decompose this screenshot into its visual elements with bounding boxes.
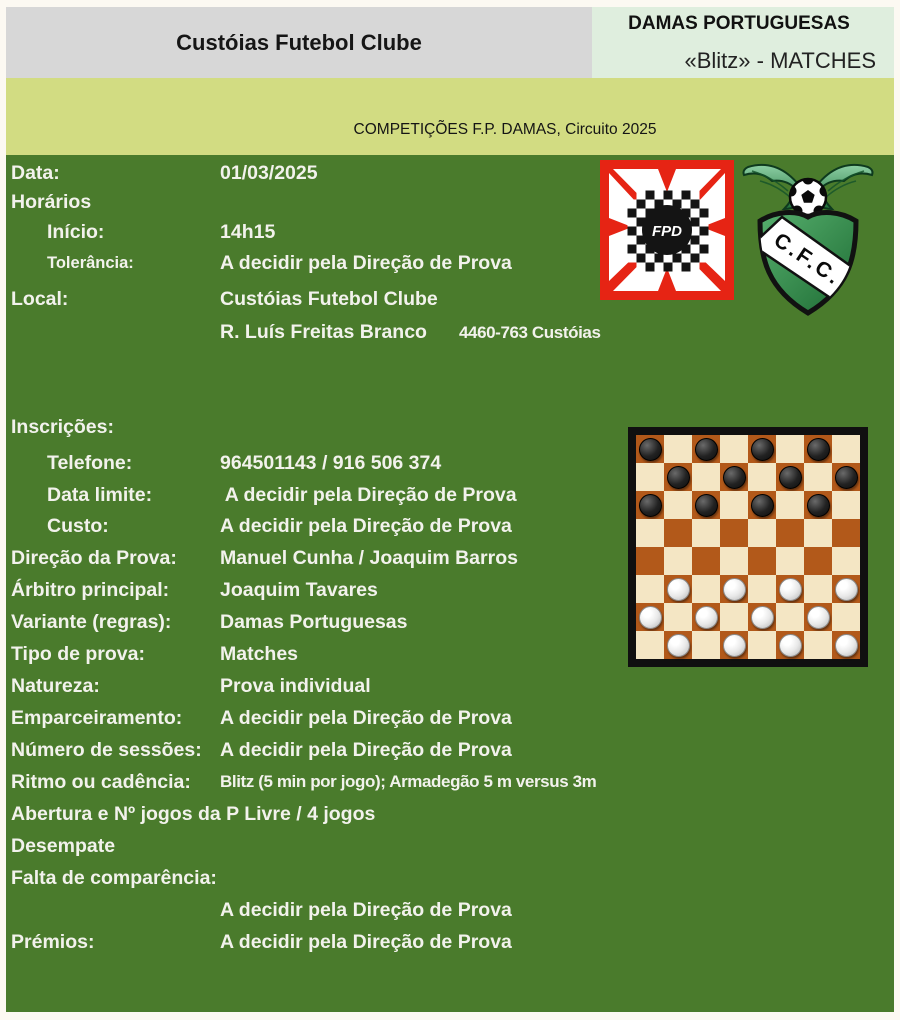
detail-label: Falta de comparência:: [11, 867, 217, 889]
detail-label: Direção da Prova:: [11, 547, 177, 569]
detail-label: Ritmo ou cadência:: [11, 771, 191, 793]
detail-label: Natureza:: [11, 675, 100, 697]
white-checker-piece: [779, 578, 802, 601]
detail-value-text: R. Luís Freitas Branco: [220, 321, 427, 343]
black-checker-piece: [751, 494, 774, 517]
cfc-club-crest: [738, 155, 878, 319]
board-square: [720, 519, 748, 547]
black-checker-piece: [807, 494, 830, 517]
detail-value-text: A decidir pela Direção de Prova: [220, 515, 512, 537]
detail-value: [220, 705, 646, 731]
detail-value-text: Blitz (5 min por jogo); Armadegão 5 m versus 3m: [220, 772, 597, 791]
detail-row: [6, 513, 646, 539]
board-square: [720, 491, 748, 519]
checkers-board: [628, 427, 868, 667]
board-square: [776, 463, 804, 491]
detail-row: [6, 929, 646, 955]
competition-band-text: COMPETIÇÕES F.P. DAMAS, Circuito 2025: [353, 121, 657, 138]
board-square: [804, 435, 832, 463]
detail-label: Desempate: [11, 835, 116, 857]
detail-label: Local:: [11, 288, 69, 310]
detail-value-text: Matches: [220, 643, 299, 665]
detail-value-text: Prova individual: [220, 675, 371, 697]
board-square: [664, 575, 692, 603]
board-square: [636, 631, 664, 659]
detail-value-text: A decidir pela Direção de Prova: [220, 707, 512, 729]
board-square: [692, 575, 720, 603]
board-square: [664, 603, 692, 631]
board-square: [776, 435, 804, 463]
board-square: [776, 603, 804, 631]
board-square: [832, 631, 860, 659]
details-panel: [6, 155, 894, 1012]
detail-value: [220, 545, 646, 571]
detail-row: [6, 641, 646, 667]
board-square: [748, 631, 776, 659]
event-subtitle: «Blitz» - MATCHES: [684, 48, 876, 73]
board-square: [664, 463, 692, 491]
cfc-crest-text: C.F.C.: [769, 228, 846, 291]
detail-value-text: A decidir pela Direção de Prova: [220, 252, 512, 274]
fpd-logo-icon: [600, 160, 734, 300]
detail-value: [220, 482, 646, 508]
cfc-crest-icon: [738, 155, 878, 319]
detail-label: Abertura e Nº jogos da P Livre / 4 jogos: [11, 803, 376, 825]
black-checker-piece: [639, 438, 662, 461]
detail-value: [220, 219, 646, 245]
black-checker-piece: [639, 494, 662, 517]
detail-value: [220, 737, 646, 763]
detail-row: [6, 577, 646, 603]
board-square: [804, 575, 832, 603]
detail-label: Data limite:: [47, 484, 153, 506]
white-checker-piece: [695, 606, 718, 629]
black-checker-piece: [807, 438, 830, 461]
detail-value-text: Damas Portuguesas: [220, 611, 408, 633]
board-square: [692, 603, 720, 631]
board-square: [692, 491, 720, 519]
detail-row: [6, 482, 646, 508]
black-checker-piece: [667, 466, 690, 489]
detail-row: [6, 673, 646, 699]
detail-value-text: Joaquim Tavares: [220, 579, 378, 601]
detail-row: [6, 865, 646, 891]
detail-value: [220, 609, 646, 635]
detail-label: Prémios:: [11, 931, 95, 953]
board-square: [804, 603, 832, 631]
detail-label: Inscrições:: [11, 416, 114, 438]
detail-value: [220, 673, 646, 699]
board-square: [832, 519, 860, 547]
board-square: [804, 491, 832, 519]
detail-row: [6, 250, 646, 276]
detail-value-text: 01/03/2025: [220, 162, 318, 184]
detail-label: Árbitro principal:: [11, 579, 170, 601]
detail-label: Número de sessões:: [11, 739, 202, 761]
board-square: [776, 547, 804, 575]
detail-row: [6, 833, 646, 859]
detail-label: Data:: [11, 162, 60, 184]
detail-row: [6, 450, 646, 476]
board-square: [832, 575, 860, 603]
detail-value: [220, 577, 646, 603]
detail-value-text: A decidir pela Direção de Prova: [220, 484, 517, 506]
board-square: [748, 603, 776, 631]
board-square: [804, 519, 832, 547]
board-square: [636, 463, 664, 491]
board-square: [832, 547, 860, 575]
board-square: [776, 491, 804, 519]
detail-label: Emparceiramento:: [11, 707, 183, 729]
board-square: [636, 547, 664, 575]
board-square: [804, 631, 832, 659]
board-square: [720, 631, 748, 659]
detail-row: [6, 160, 646, 186]
detail-row: [6, 219, 646, 245]
detail-value: [220, 641, 646, 667]
board-square: [776, 631, 804, 659]
board-square: [664, 435, 692, 463]
white-checker-piece: [667, 634, 690, 657]
detail-value-text: 964501143 / 916 506 374: [220, 452, 442, 474]
board-square: [748, 547, 776, 575]
board-square: [692, 547, 720, 575]
detail-label: Telefone:: [47, 452, 133, 474]
board-square: [748, 575, 776, 603]
detail-row: [6, 737, 646, 763]
detail-row: [6, 897, 646, 923]
detail-value: [220, 769, 646, 795]
fpd-logo-text: FPD: [652, 223, 682, 240]
white-checker-piece: [639, 606, 662, 629]
board-square: [636, 519, 664, 547]
detail-row: [6, 801, 646, 827]
detail-row: [6, 319, 646, 346]
detail-value: [220, 286, 646, 312]
black-checker-piece: [835, 466, 858, 489]
event-header: [592, 7, 894, 78]
board-square: [748, 463, 776, 491]
board-square: [692, 519, 720, 547]
detail-row: [6, 609, 646, 635]
board-square: [636, 575, 664, 603]
board-square: [664, 631, 692, 659]
board-square: [832, 463, 860, 491]
detail-value-text: 14h15: [220, 221, 276, 243]
board-square: [832, 491, 860, 519]
detail-row: [6, 705, 646, 731]
board-square: [748, 519, 776, 547]
board-square: [636, 603, 664, 631]
board-square: [832, 603, 860, 631]
black-checker-piece: [779, 466, 802, 489]
competition-band: [6, 78, 894, 155]
detail-value: [220, 319, 646, 346]
detail-value: [220, 450, 646, 476]
board-square: [720, 603, 748, 631]
white-checker-piece: [667, 578, 690, 601]
detail-value-text: A decidir pela Direção de Prova: [220, 931, 512, 953]
detail-label: Tipo de prova:: [11, 643, 145, 665]
detail-label: Horários: [11, 191, 92, 213]
detail-row: [6, 545, 646, 571]
white-checker-piece: [835, 578, 858, 601]
board-square: [664, 519, 692, 547]
board-square: [692, 435, 720, 463]
event-title: DAMAS PORTUGUESAS: [628, 13, 850, 34]
board-square: [804, 547, 832, 575]
detail-row: [6, 769, 646, 795]
detail-value: [220, 250, 646, 276]
fpd-federation-logo: [600, 160, 734, 300]
detail-value: [220, 897, 646, 923]
club-title: Custóias Futebol Clube: [176, 29, 422, 55]
detail-value-text: A decidir pela Direção de Prova: [220, 739, 512, 761]
detail-value-secondary: 4460-763 Custóias: [458, 323, 601, 342]
board-square: [636, 435, 664, 463]
detail-value-text: Custóias Futebol Clube: [220, 288, 438, 310]
detail-label: Início:: [47, 221, 105, 243]
board-square: [776, 519, 804, 547]
board-square: [720, 435, 748, 463]
board-square: [720, 463, 748, 491]
white-checker-piece: [779, 634, 802, 657]
board-square: [720, 547, 748, 575]
white-checker-piece: [723, 578, 746, 601]
board-square: [832, 435, 860, 463]
detail-value: [220, 513, 646, 539]
board-square: [804, 463, 832, 491]
club-header: [6, 7, 592, 78]
detail-row: [6, 414, 646, 440]
board-square: [692, 463, 720, 491]
black-checker-piece: [695, 494, 718, 517]
detail-value-text: A decidir pela Direção de Prova: [220, 899, 512, 921]
board-square: [664, 547, 692, 575]
detail-value: [220, 160, 646, 186]
black-checker-piece: [723, 466, 746, 489]
detail-label: Variante (regras):: [11, 611, 172, 633]
white-checker-piece: [723, 634, 746, 657]
detail-label: Custo:: [47, 515, 109, 537]
white-checker-piece: [807, 606, 830, 629]
detail-row: [6, 189, 646, 215]
board-square: [776, 575, 804, 603]
board-square: [636, 491, 664, 519]
white-checker-piece: [835, 634, 858, 657]
board-square: [748, 435, 776, 463]
board-square: [664, 491, 692, 519]
detail-label: Tolerância:: [47, 254, 134, 272]
detail-value-text: Manuel Cunha / Joaquim Barros: [220, 547, 518, 569]
detail-row: [6, 286, 646, 312]
board-square: [692, 631, 720, 659]
detail-value: [220, 929, 646, 955]
board-square: [748, 491, 776, 519]
black-checker-piece: [751, 438, 774, 461]
white-checker-piece: [751, 606, 774, 629]
black-checker-piece: [695, 438, 718, 461]
board-square: [720, 575, 748, 603]
